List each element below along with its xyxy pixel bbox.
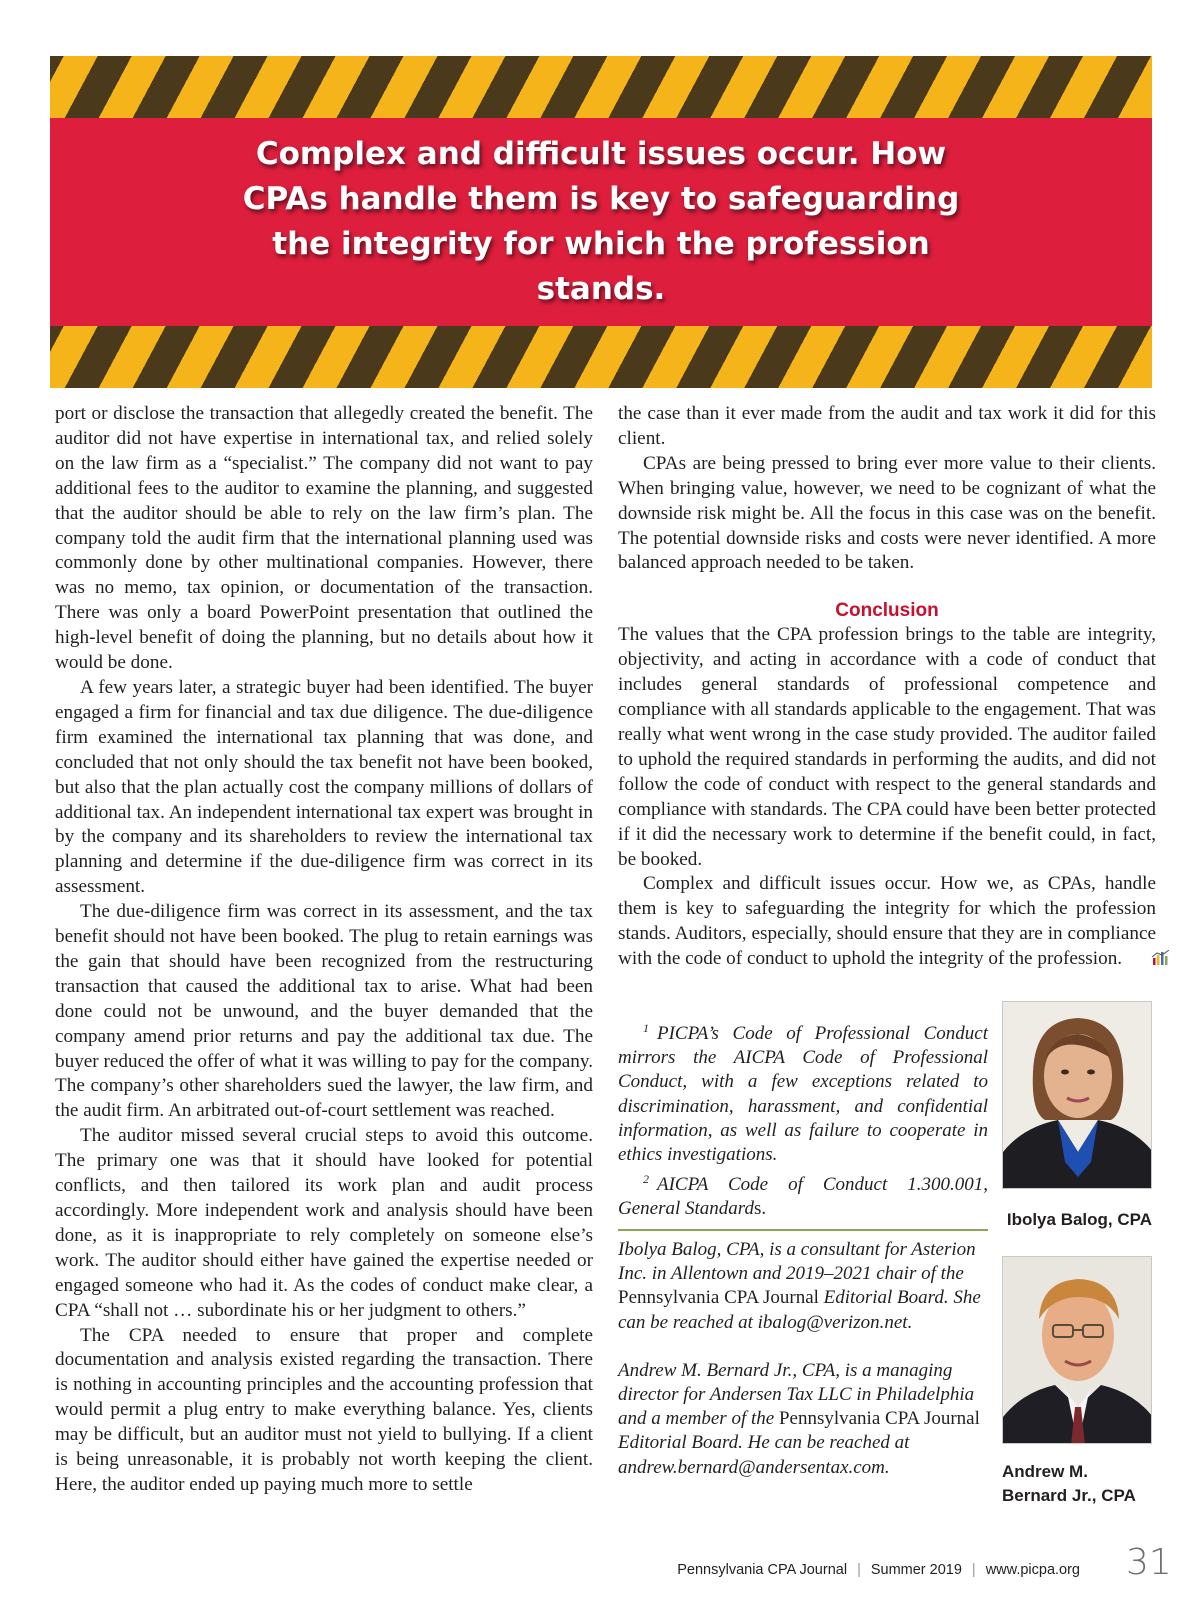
- footnote-1-number: 1: [643, 1021, 649, 1035]
- closing-paragraph-text: Complex and difficult issues occur. How we, as CPAs, handle them is key to safeguarding the integrity for which the profession stands. Auditors, especially, should ensure that they are in compliance with the code of conduct to uphold the integrity of the profession.: [618, 873, 1156, 970]
- pull-quote-panel: [50, 118, 1152, 326]
- section-heading-conclusion: Conclusion: [835, 600, 939, 622]
- page-footer: [677, 1562, 1080, 1578]
- end-of-article-icon: [1126, 949, 1148, 965]
- photo-caption-bernard: [1002, 1460, 1152, 1508]
- website-link[interactable]: www.picpa.org: [985, 1562, 1080, 1578]
- journal-title: Pennsylvania CPA Journal: [778, 1408, 980, 1430]
- author-photo-bernard: [1002, 1256, 1152, 1444]
- footer-separator: |: [971, 1562, 976, 1578]
- footnote-2-number: 2: [643, 1172, 649, 1187]
- bio-text: Andrew M. Bernard Jr., CPA, is a managing director for Andersen Tax LLC in Philadelphia and a member of the: [618, 1359, 975, 1430]
- article-paragraph: CPAs are being pressed to bring ever more value to their clients. When bringing value, however, we need to be cognizant of what the downside risk might be. All the focus in this case was on the benefit. The potential downside risks and costs were never identified. A more balanced approach needed to be taken.: [618, 452, 1156, 574]
- author-photo-balog: [1002, 1001, 1152, 1189]
- bio-text: Editorial Board. She can be reached at ibalog@verizon.net.: [618, 1287, 981, 1333]
- caption-line: Andrew M.: [1002, 1462, 1088, 1481]
- author-bio-balog: [618, 1238, 988, 1335]
- footnote-2-text: AICPA Code of Conduct 1.300.001, General Standard: [618, 1174, 988, 1220]
- bio-divider: [618, 1229, 988, 1231]
- pull-quote-banner: [50, 56, 1152, 388]
- footnotes: [618, 1016, 988, 1222]
- article-paragraph: The due-diligence firm was correct in its assessment, and the tax benefit should not have been booked. The plug to retain earnings was the gain that should have been recognized from the restructuring transaction that caused the additional tax to arise. What had been done could not be unwound, and the buyer demanded that the company amend prior returns and pay the additional tax due. The buyer reduced the offer of what it was willing to pay for the company. The company’s other shareholders sued the lawyer, the law firm, and the audit firm. An arbitrated out-of-court settlement was reached.: [55, 901, 593, 1122]
- article-paragraph: The values that the CPA profession brings to the table are integrity, objectivity, and acting in accordance with a code of conduct that includes general standards of professional competence and compliance with all standards applicable to the engagement. That was really what went wrong in the case study provided. The auditor failed to uphold the required standards in performing the audits, and did not follow the code of conduct with respect to the general standards and compliance with standards. The CPA could have been better protected if it did the necessary work to determine if the benefit could, in fact, be booked.: [618, 624, 1156, 870]
- caution-stripes-bottom: [50, 326, 1152, 388]
- author-bio-bernard: [618, 1359, 988, 1480]
- footnote-1: [618, 1016, 988, 1167]
- article-paragraph: The CPA needed to ensure that proper and complete documentation and analysis existed regarding the transaction. There is nothing in accounting principles and the accounting profession that would permit a plug entry to make everything balance. Yes, clients may be difficult, but an auditor must not yield to bullying. If a client is being unreasonable, it is probably not worth keeping the client. Here, the auditor ended up paying much more to settle: [55, 1324, 593, 1495]
- article-paragraph: [618, 872, 1156, 972]
- footnote-1-text: PICPA’s Code of Professional Conduct mirrors the AICPA Code of Professional Conduct, with a few exceptions related to discrimination, harassment, and confidential information, as well as failure to cooperate in ethics investigations.: [618, 1023, 988, 1166]
- issue-date: Summer 2019: [870, 1562, 962, 1578]
- article-left-column: [55, 402, 593, 1498]
- article-right-column: [618, 402, 1156, 972]
- footnote-2: [618, 1167, 988, 1221]
- article-paragraph: the case than it ever made from the audit and tax work it did for this client.: [618, 403, 1156, 449]
- article-paragraph: port or disclose the transaction that allegedly created the benefit. The auditor did not have expertise in international tax, and relied solely on the law firm as a “specialist.” The company did not want to pay additional fees to the auditor to examine the planning, and suggested that the auditor should be able to rely on the law firm’s plan. The company told the audit firm that the international planning used was commonly done by other multinational companies. However, there was no memo, tax opinion, or documentation of the transaction. There was only a board PowerPoint presentation that outlined the high-level benefit of doing the planning, but no details about how it would be done.: [55, 403, 593, 674]
- footnote-2-tail: s.: [753, 1198, 767, 1220]
- photo-caption-balog: Ibolya Balog, CPA: [1006, 1210, 1152, 1229]
- bio-text: Ibolya Balog, CPA, is a consultant for Asterion Inc. in Allentown and 2019–2021 chair of the: [618, 1239, 976, 1285]
- pull-quote-text: Complex and difficult issues occur. How CPAs handle them is key to safeguarding the integrity for which the profession stands.: [242, 136, 960, 307]
- journal-name: Pennsylvania CPA Journal: [677, 1562, 848, 1578]
- footer-separator: |: [857, 1562, 861, 1578]
- bio-text: Editorial Board. He can be reached at andrew.bernard@andersentax.com.: [618, 1432, 910, 1478]
- article-paragraph: A few years later, a strategic buyer had been identified. The buyer engaged a firm for financial and tax due diligence. The due-diligence firm examined the international tax planning that was done, and concluded that not only should the tax benefit not have been booked, but also that the plan actually cost the company millions of dollars of additional tax. An independent international tax expert was brought in by the company and its shareholders to review the international tax planning and determine if the due-diligence firm was correct in its assessment.: [55, 676, 593, 898]
- article-paragraph: The auditor missed several crucial steps to avoid this outcome. The primary one was that it should have looked for potential conflicts, and then tailored its work plan and audit process accordingly. More independent work and analysis should have been done, as it is inappropriate to rely completely on someone else’s work. The auditor should either have gained the expertise needed or engaged someone who had it. As the codes of conduct make clear, a CPA “shall not … subordinate his or her judgment to others.”: [55, 1125, 593, 1321]
- page-number: 31: [1126, 1542, 1172, 1583]
- journal-title: Pennsylvania CPA Journal: [618, 1287, 819, 1309]
- author-bios: [618, 1238, 988, 1480]
- caption-line: Bernard Jr., CPA: [1002, 1486, 1136, 1505]
- caution-stripes-top: [50, 56, 1152, 118]
